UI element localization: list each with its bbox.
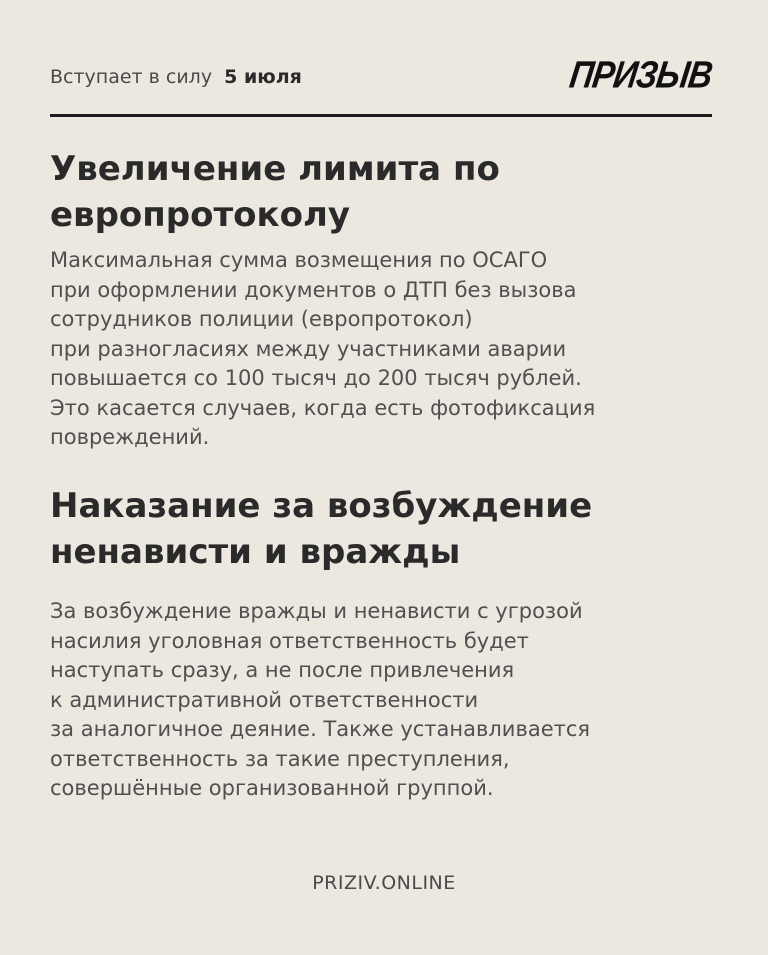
section-europrotocol	[50, 146, 720, 453]
effective-date: 5 июля	[224, 66, 302, 88]
section-hate-incitement	[50, 483, 720, 804]
section-title: Увеличение лимита по европротоколу	[50, 149, 500, 235]
header-divider	[50, 114, 712, 117]
header	[50, 53, 716, 98]
section-title: Наказание за возбуждение ненависти и вражды	[50, 486, 593, 572]
section-body: За возбуждение вражды и ненависти с угрозой насилия уголовная ответственность будет наступать сразу, а не после привлечения к административной ответственности за аналогичное деяние. Также устанавливается ответственность за такие преступления, совершённые организованной группой.	[50, 599, 591, 800]
effective-label: Вступает в силу	[50, 66, 213, 88]
section-body: Максимальная сумма возмещения по ОСАГО при оформлении документов о ДТП без вызова сотрудников полиции (европротокол) при разногласиях между участниками аварии повышается со 100 тысяч до 200 тысяч рублей. Это касается случаев, когда есть фотофиксация повреждений.	[50, 248, 596, 449]
brand-logo: ПРИЗЫВ	[567, 53, 716, 96]
effective-date-line	[50, 66, 302, 88]
footer-site-link[interactable]: PRIZIV.ONLINE	[312, 872, 456, 894]
